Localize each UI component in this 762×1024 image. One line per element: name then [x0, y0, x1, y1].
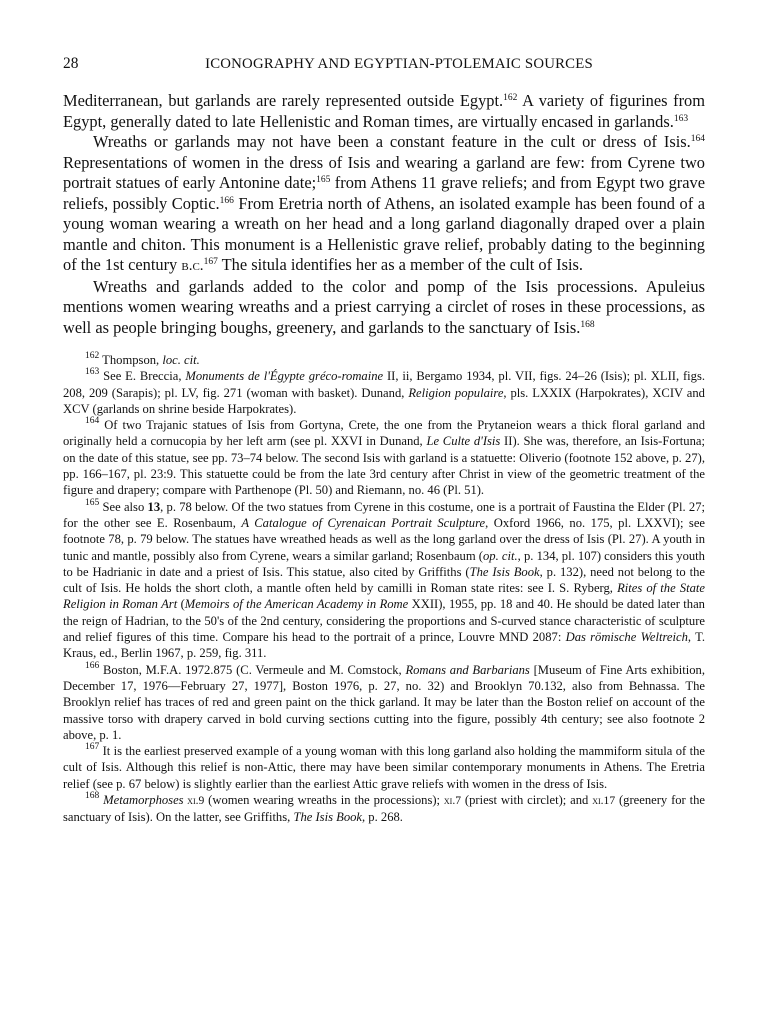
paragraph-2-text-5: The situla identifies her as a member of the cult of Isis. [217, 255, 584, 274]
paragraph-3 [63, 277, 705, 339]
footnote-text: It is the earliest preserved example of a young woman with this long garland also holding the mammiform situla of the cult of Isis. Although this relief is non-Attic, there may have been similar contemporary monuments in Athens. The Eretria relief (see p. 67 below) is slightly earlier than the earliest Attic grave reliefs with women in the dress of Isis. [63, 744, 705, 791]
footnote-italic: Monuments de l'Égypte gréco-romaine [185, 369, 384, 384]
paragraph-1-text-2: A variety of figurines from Egypt, generally dated to late Hellenistic and Roman times, are virtually encased in garlands. [63, 91, 705, 131]
footnote-italic: Metamorphoses [103, 793, 184, 808]
footnote-167 [63, 743, 705, 792]
era-abbreviation: b.c. [181, 258, 204, 274]
footnote-italic: loc. cit. [162, 353, 200, 367]
footnote-162 [63, 352, 705, 368]
footnote-ref-166[interactable]: 166 [219, 195, 234, 206]
footnote-text: , p. 132), need not belong to the cult of Isis. He holds the short cloth, a mantle often held by camilli in Roman state rites: see I. S. Ryberg, [63, 564, 705, 596]
footnote-number: 166 [85, 660, 100, 671]
footnote-number: 164 [85, 416, 100, 427]
footnote-text: Thompson, [99, 353, 163, 367]
footnote-text: Boston, M.F.A. 1972.875 (C. Vermeule and M. Comstock, [99, 662, 406, 677]
footnote-number: 165 [85, 497, 100, 508]
footnote-bold: 13 [147, 499, 161, 514]
footnote-italic: The Isis Book [469, 564, 540, 579]
page [63, 55, 705, 826]
footnote-italic: op. cit. [483, 548, 518, 563]
paragraph-2-text-1: Wreaths or garlands may not have been a constant feature in the cult or dress of Isis. [93, 132, 691, 151]
footnote-italic: A Catalogue of Cyrenaican Portrait Sculpture [241, 515, 486, 530]
footnote-text: II). She was, therefore, an Isis-Fortuna; on the date of this statue, see pp. 73–74 below. The second Isis with garland is a statuette: Oliverio (footnote 152 above, p. 27), pp. 166–167, pl. 23:9. This statuette could be from the late 3rd century after Christ in view of the geometric treatment of the figure and drapery; compare with Parthenope (Pl. 50) and Riemann, no. 46 (Pl. 51). [63, 434, 705, 498]
footnote-text: (priest with circlet); and [461, 793, 593, 808]
body-text [63, 91, 705, 338]
footnote-text: , p. 134, pl. 107) considers this youth to be Hadrianic in date and a priest of Isis. This statue, also cited by Griffiths ( [63, 548, 705, 579]
paragraph-2-text-2: Representations of women in the dress of Isis and wearing a garland are few: from Cyrene two portrait statues of early Antonine date; [63, 152, 705, 192]
footnote-citation: xi.7 [443, 794, 462, 808]
footnote-166 [63, 662, 705, 743]
footnote-text: , p. 78 below. Of the two statues from Cyrene in this costume, one is a portrait of Faustina the Elder (Pl. 27; for the other see E. Rosenbaum, [63, 499, 705, 530]
footnote-italic: Religion populaire [408, 385, 504, 400]
footnote-text: II, ii, Bergamo 1934, pl. VII, figs. 24–26 (Isis); pl. XLII, figs. 208, 209 (Sarapis); pl. LV, fig. 271 (woman with basket). Dunand, [63, 369, 706, 400]
footnote-italic: Romans and Barbarians [405, 662, 530, 677]
footnote-italic: The Isis Book [293, 810, 362, 825]
footnote-number: 167 [85, 742, 100, 753]
footnote-163 [63, 368, 705, 417]
paragraph-2 [63, 132, 705, 277]
footnote-ref-167[interactable]: 167 [203, 257, 218, 267]
page-number: 28 [63, 55, 79, 72]
paragraph-3-text: Wreaths and garlands added to the color and pomp of the Isis processions. Apuleius mentions women wearing wreaths and a priest carrying a circlet of roses in these processions, as well as people bringing boughs, greenery, and garlands to the sanctuary of Isis. [63, 276, 705, 337]
footnote-text: See also [99, 499, 148, 514]
footnote-text: , p. 268. [362, 810, 403, 825]
page-header [63, 55, 705, 79]
footnote-text: ( [177, 597, 185, 612]
footnote-text: , T. Kraus, ed., Berlin 1967, p. 259, fig. 311. [63, 630, 705, 661]
footnote-ref-163[interactable]: 163 [673, 113, 689, 124]
footnote-ref-162[interactable]: 162 [503, 93, 518, 103]
footnote-text: XXII), 1955, pp. 18 and 40. He should be dated later than the reign of Hadrian, to the 50's of the 2nd century, considering the proportions and S-curved stance characteristic of sculpture and relief figures of this time. Compare his head to the portrait of a prince, Louvre MND 2087: [63, 597, 705, 645]
footnotes [63, 352, 705, 826]
footnote-citation: xi.17 [592, 794, 616, 808]
paragraph-1 [63, 91, 705, 132]
paragraph-1-text: Mediterranean, but garlands are rarely represented outside Egypt. [63, 91, 504, 110]
footnote-text: (women wearing wreaths in the processions); [204, 793, 444, 808]
footnote-citation: xi.9 [183, 794, 205, 808]
running-head: ICONOGRAPHY AND EGYPTIAN-PTOLEMAIC SOURCES [205, 56, 593, 72]
footnote-text: , Oxford 1966, no. 175, pl. LXXVI); see footnote 78, p. 79 below. The statues have wreathed heads as well as the long garland over the dress of Isis (Pl. 27). A youth in tunic and mantle, possibly also from Cyrene, wears a similar garland; Rosenbaum ( [63, 515, 705, 563]
footnote-text: Of two Trajanic statues of Isis from Gortyna, Crete, the one from the Prytaneion wears a thick floral garland and originally held a cornucopia by her left arm (see pl. XXVI in Dunand, [63, 418, 705, 449]
footnote-ref-164[interactable]: 164 [690, 134, 705, 144]
footnote-italic: Rites of the State Religion in Roman Art [63, 581, 705, 612]
footnote-164 [63, 417, 705, 498]
footnote-number: 162 [85, 351, 100, 361]
footnote-text: (greenery for the sanctuary of Isis). On the latter, see Griffiths, [63, 793, 705, 825]
footnote-text: See E. Breccia, [99, 369, 186, 384]
footnote-text: , pls. LXXIX (Harpokrates), XCIV and XCV (garlands on shrine beside Harpokrates). [63, 385, 705, 416]
footnote-165 [63, 499, 705, 662]
footnote-italic: Memoirs of the American Academy in Rome [184, 597, 409, 612]
footnote-number: 168 [85, 791, 100, 802]
footnote-ref-168[interactable]: 168 [580, 319, 595, 330]
paragraph-2-text-3: from Athens 11 grave reliefs; and from Egypt two grave reliefs, possibly Coptic. [63, 173, 706, 213]
footnote-italic: Das römische Weltreich [565, 630, 688, 645]
paragraph-2-text-4: From Eretria north of Athens, an isolated example has been found of a young woman wearing a wreath on her head and a long garland diagonally draped over a plain mantle and chiton. This monument is a Hellenistic grave relief, probably dating to the beginning of the 1st century [63, 193, 705, 274]
footnote-168 [63, 792, 705, 826]
footnote-ref-165[interactable]: 165 [316, 175, 331, 185]
footnote-text: [Museum of Fine Arts exhibition, December 17, 1976—February 27, 1977], Boston 1976, p. 27, no. 32) and Brooklyn 70.132, also from Behnassa. The Brooklyn relief has traces of red and green paint on the thick garland. It may be later than the Boston relief on account of the massive torso with drapery carved in bold curving sections cutting into the figure, possibly 4th century; see also footnote 2 above, p. 1. [63, 662, 705, 742]
footnote-italic: Le Culte d'Isis [426, 434, 501, 449]
footnote-number: 163 [85, 367, 100, 378]
